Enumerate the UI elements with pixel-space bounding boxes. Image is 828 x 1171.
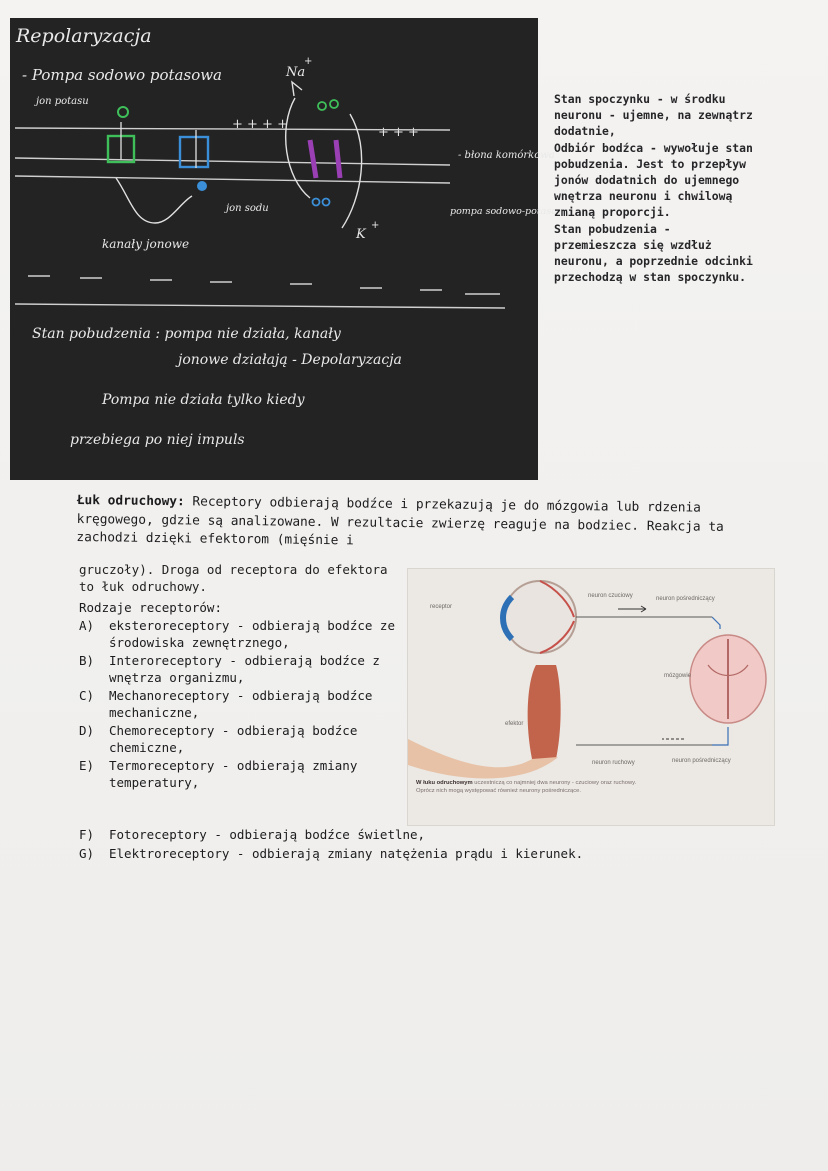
fig-brain-label: mózgowie	[664, 673, 692, 679]
side-note-line: Stan spoczynku - w środku	[554, 92, 726, 106]
side-note-line: wnętrza neuronu i chwilową	[554, 189, 733, 204]
caption-prefix: W łuku odruchowym	[416, 780, 473, 786]
list-text: Elektroreceptory - odbierają zmiany natężenia prądu i kierunek.	[109, 845, 584, 861]
side-note-line: przemieszcza się wzdłuż	[554, 237, 712, 252]
arm-illustration	[408, 665, 561, 778]
reflex-cont-line: gruczoły). Droga od receptora do efektora	[79, 562, 388, 577]
board-k-plus: +	[371, 220, 380, 231]
list-item	[79, 826, 639, 845]
blackboard-photo	[10, 18, 571, 480]
board-pump-label: pompa sodowo-potasowa	[450, 206, 571, 217]
reflex-arc-continuation	[79, 561, 389, 595]
list-letter: E)	[79, 757, 95, 773]
side-note-line: Stan pobudzenia -	[554, 221, 671, 236]
side-note-line: przechodzą w stan spoczynku.	[554, 270, 747, 285]
list-item	[79, 722, 409, 757]
side-note-line: zmianą proporcji.	[554, 205, 671, 220]
negative-charges	[28, 276, 500, 294]
list-letter: G)	[79, 845, 95, 861]
figure-caption	[416, 779, 766, 795]
caption-rest: uczestniczą co najmniej dwa neurony - czuciowy oraz ruchowy.	[472, 780, 637, 786]
eye-illustration	[503, 581, 576, 653]
motor-synapse-icon	[712, 727, 728, 745]
sodium-potassium-pump	[286, 82, 362, 228]
side-note-line: pobudzenia. Jest to przepływ	[554, 156, 747, 171]
list-text: eksteroreceptory - odbierają bodźce ze środowiska zewnętrznego,	[109, 617, 395, 650]
list-text: Mechanoreceptory - odbierają bodźce mechaniczne,	[109, 687, 373, 720]
receptor-types-heading: Rodzaje receptorów:	[79, 600, 222, 615]
list-item	[79, 652, 409, 687]
fig-interneuron-bottom-label: neuron pośredniczący	[672, 758, 731, 764]
board-ion-sodium: jon sodu	[226, 203, 269, 214]
caption-line2: Oprócz nich mogą występować również neurony pośredniczące.	[416, 788, 581, 794]
list-text: Chemoreceptory - odbierają bodźce chemiczne,	[109, 722, 358, 755]
list-item	[79, 687, 409, 722]
reflex-arc-figure	[408, 569, 774, 825]
membrane-bottom-line	[15, 304, 505, 308]
fig-receptor-label: receptor	[430, 604, 453, 610]
list-letter: A)	[79, 617, 95, 633]
side-note-line: neuronu - ujemne, na zewnątrz	[554, 108, 753, 123]
list-item	[79, 757, 409, 792]
fig-motor-neuron-label: neuron ruchowy	[592, 760, 635, 766]
list-letter: C)	[79, 687, 95, 703]
reflex-arc-sentence: Receptory odbierają bodźce i przekazują je do mózgowia lub rdzenia kręgowego, gdzie są analizowane. W rezultacie zwierzę reaguje na bodziec. Reakcja ta zachodzi dzięki efektorom (mięśnie i	[76, 494, 724, 549]
fig-effector-label: efektor	[505, 721, 524, 727]
board-channels-label: kanały jonowe	[102, 237, 190, 251]
list-letter: F)	[79, 827, 95, 842]
board-state-line1: Stan pobudzenia : pompa nie działa, kanały	[32, 326, 341, 342]
side-note-line: Odbiór bodźca - wywołuje stan	[554, 140, 753, 155]
receptor-types-list	[79, 599, 409, 792]
board-pump-heading: - Pompa sodowo potasowa	[22, 66, 223, 84]
fig-sensory-neuron-label: neuron czuciowy	[588, 593, 633, 599]
fig-interneuron-top-label: neuron pośredniczący	[656, 596, 715, 602]
board-k-label: K	[356, 227, 366, 242]
channels-brace	[116, 178, 192, 223]
receptor-types-list-cont	[79, 826, 639, 863]
list-text: Fotoreceptory - odbierają bodźce świetlne,	[109, 827, 426, 842]
list-text: Termoreceptory - odbierają zmiany temperatury,	[109, 757, 358, 790]
board-membrane-label: - błona komórkowa	[458, 150, 555, 161]
board-title: Repolaryzacja	[16, 25, 152, 47]
board-state-line2: jonowe działają - Depolaryzacja	[178, 352, 402, 368]
side-notes	[554, 91, 816, 285]
synapse-icon	[712, 617, 720, 629]
list-text: Interoreceptory - odbierają bodźce z wnętrza organizmu,	[109, 652, 380, 685]
list-item	[79, 845, 639, 864]
reflex-cont-line: to łuk odruchowy.	[79, 579, 207, 594]
side-note-line: jonów dodatnich do ujemnego	[554, 173, 740, 188]
board-state-line4: przebiega po niej impuls	[70, 432, 245, 448]
list-item	[79, 617, 409, 652]
side-note-line: dodatnie,	[554, 124, 616, 139]
list-letter: D)	[79, 722, 95, 738]
board-ion-potassium: jon potasu	[36, 96, 89, 107]
board-charges-left: + + + +	[232, 117, 288, 132]
board-state-line3: Pompa nie działa tylko kiedy	[102, 392, 305, 408]
board-na-label: Na	[286, 65, 306, 80]
reflex-arc-term: Łuk odruchowy:	[76, 492, 185, 510]
board-charges-right: + + +	[378, 125, 419, 140]
reflex-arc-paragraph	[76, 492, 767, 556]
potassium-channel-green	[108, 107, 134, 162]
board-na-plus: +	[304, 56, 313, 67]
list-letter: B)	[79, 652, 95, 668]
side-note-line: neuronu, a poprzednie odcinki	[554, 254, 753, 269]
brain-illustration	[690, 635, 766, 723]
